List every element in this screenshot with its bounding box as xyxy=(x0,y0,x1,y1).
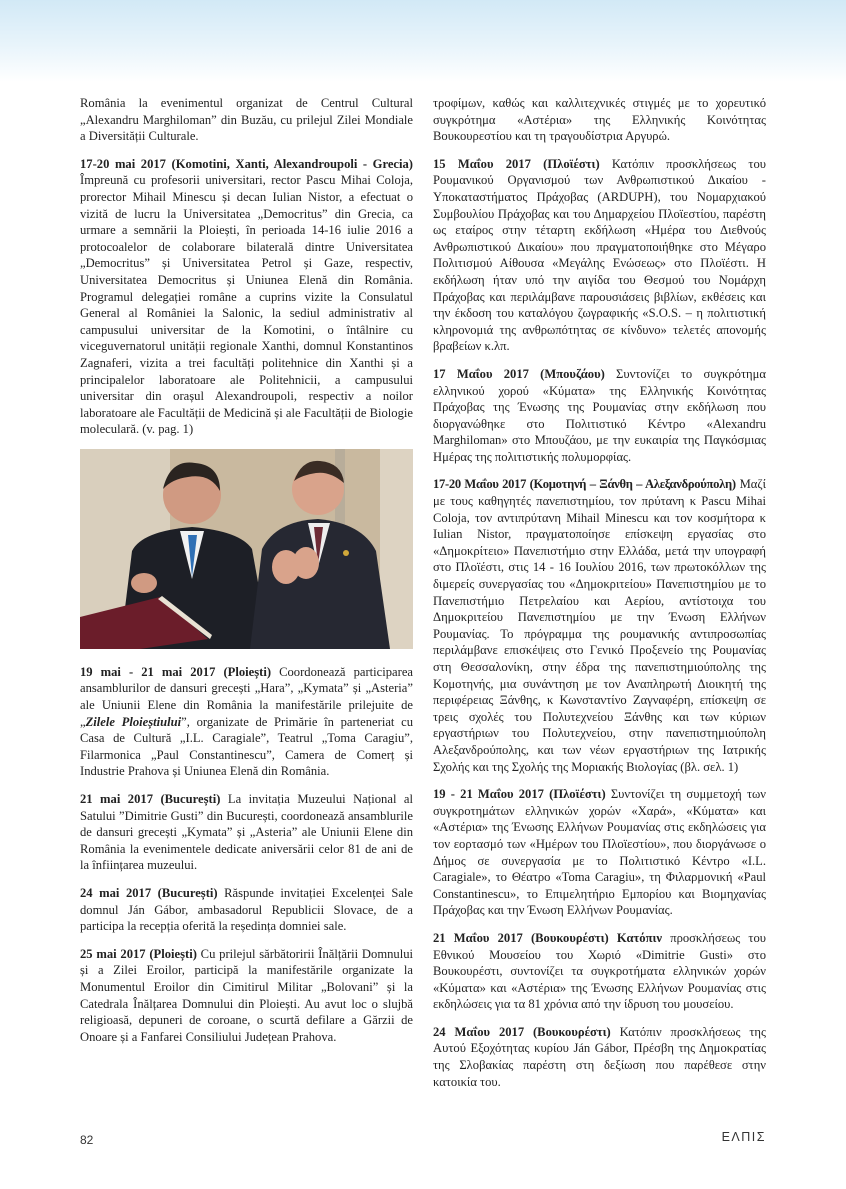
magazine-name: ΕΛΠΙΣ xyxy=(721,1130,766,1144)
entry-date-heading: 25 mai 2017 (Ploiești) xyxy=(80,946,197,961)
entry-date-heading: 21 mai 2017 (București) xyxy=(80,792,221,807)
paragraph: 21 mai 2017 (București) La invitația Muzeului Național al Satului ”Dimitrie Gusti” din București, coordonează ansamblurile de dansuri grecești „Kymata” și „Asteria” ale Uniunii Elene din România la evenimentele dedicate aniversării celor 81 de ani de la înființarea muzeului. xyxy=(80,792,414,873)
entry-date-heading: 24 Μαΐου 2017 (Βουκουρέστι) xyxy=(433,1024,611,1039)
paragraph: 19 mai - 21 mai 2017 (Ploiești) Coordonează participarea ansamblurilor de dansuri grecești „Hara”, „Kymata” și „Asteria” ale Uniunii Elene din România la manifestările prilejuite de „Zilele Ploieștiului”, organizate de Primărie în parteneriat cu Casa de Cultură „I.L. Caragiale”, Teatrul „Toma Caragiu”, Filarmonica „Paul Constantinescu”, Camera de Comerț și Industrie Prahova și Uniunea Elenă din România. xyxy=(80,664,414,779)
right-column xyxy=(433,95,766,1101)
paragraph: 17-20 Μαΐου 2017 (Κομοτηνή – Ξάνθη – Αλεξανδρούπολη) Μαζί με τους καθηγητές πανεπιστημίου, τον πρύτανη κ Pascu Mihai Coloja, τον αντιπρύτανη Mihail Minescu και τον κοσμήτορα κ Iulian Nistor, πραγματοποίησε επίσκεψη εργασίας στο «Δημοκρίτειο» Πανεπιστήμιο στην Ελλάδα, μετά την υπογραφή στο Πλοϊέστι, στις 14 - 16 Ιουλίου 2016, των πρωτοκόλλων της διμερείς συνεργασίας του «Δημοκριτείου» Πανεπιστημίου με το Πανεπιστήμιο Πετρελαίου και Αερίου, αντίστοιχα του Δημοκριτείου Πανεπιστημίου με την Ένωση Ελλήνων Ρουμανίας. Το πρόγραμμα της ρουμανικής αντιπροσωπίας περιλάμβανε επισκέψεις στο Γενικό Προξενείο της Ρουμανίας στη Θεσσαλονίκη, στην έδρα της πανεπιστημιούπολης της Κομοτηνής, μια συνάντηση με τον Αναπληρωτή Διοικητή της περιφέρειας Ξάνθης, κ Κωνσταντίνο Ζαγναφέρη, επίσκεψη σε τρεις σχολές του Πολυτεχνείου Ξάνθης και των κύριων εργαστήριων του Πολυτεχνείου, στην πανεπιστημιούπολη Αλεξανδρούπολης, και των νέων εργαστήριων της Ιατρικής Σχολής και της Σχολής της Μοριακής Βιολογίας (βλ. σελ. 1) xyxy=(433,477,766,774)
paragraph: 24 Μαΐου 2017 (Βουκουρέστι) Κατόπιν προσκλήσεως της Αυτού Εξοχότητας κυρίου Ján Gábor, Πρέσβη της Δημοκρατίας της Σλοβακίας παρέστη στη δεξίωση που παρέθεσε στην κατοικία του. xyxy=(433,1024,766,1089)
paragraph: 15 Μαΐου 2017 (Πλοϊέστι) Κατόπιν προσκλήσεως του Ρουμανικού Οργανισμού των Ανθρωπιστικού Δικαίου - Υποκαταστήματος Πράχοβας (ARDUPH), του Νομαρχιακού Συμβουλίου Πράχοβας και του Δημαρχείου Πλοϊεστίου, παρέστη ως εταίρος στην τέταρτη εκδήλωση «Ημέρα του Διεθνούς Ανθρωπιστικού Δικαίου» που πραγματοποιήθηκε στο Μέγαρο Πολιτισμού Αίθουσα «Μεγάλης Ενώσεως» στο Πλοϊέστι. Η εκδήλωση ήταν υπό την αιγίδα του Θεσμού του Νομάρχη Πράχοβας και περιλάμβανε παρουσιάσεις βιβλίων, εκθέσεις και την έκδοση του καταλόγου ζωγραφικής «S.O.S. – η πολιτιστική κληρονομιά της ανθρωπότητας σε κίνδυνο» τελετές απονομής βραβείων κ.λπ. xyxy=(433,156,766,354)
entry-date-heading: 17-20 Μαΐου 2017 (Κομοτηνή – Ξάνθη – Αλεξανδρούπολη) xyxy=(433,477,736,492)
entry-date-heading: 21 Μαΐου 2017 (Βουκουρέστι) Κατόπιν xyxy=(433,930,663,945)
paragraph: 24 mai 2017 (București) Răspunde invitației Excelenței Sale domnul Ján Gábor, ambasadorul Republicii Slovace, de a participa la recepția oferită la reședința domniei sale. xyxy=(80,886,413,934)
paragraph: 25 mai 2017 (Ploiești) Cu prilejul sărbătoririi Înălțării Domnului și a Zilei Eroilor, participă la manifestările organizate la Monumentul Eroilor din Cimitirul Militar „Bolovani” și la Catedrala Înălțarea Domnului din Ploiești. Au avut loc o slujbă religioasă, depuneri de coroane, o scurtă defilare a Gărzii de Onoare și a Fanfarei Consiliului Județean Prahova. xyxy=(80,946,413,1044)
paragraph: 17-20 mai 2017 (Komotini, Xanti, Alexandroupoli - Grecia) Împreună cu profesorii universitari, rector Pascu Mihai Coloja, prorector Mihail Minescu și decan Iulian Nistor, a efectuat o vizită de lucru la Universitatea „Democritus” din Grecia, ca urmare a semnării la Ploiești, în perioada 14-16 iulie 2016 a protocoalelor de colaborare bilaterală dintre Universitatea „Democritus” și Universitatea Petrol și Gaze, respectiv, Universitatea Democritus și Uniunea Elenă din România. Programul delegației române a cuprins vizite la Consulatul General al României la Salonic, la sediul administrativ al campusului universitar de la Komotini, o întâlnire cu viceguvernatorul unității regionale Xanthi, domnul Konstantinos Zagnaferi, vizita a trei facultăți politehnice din Xanthi și a principalelor laboratoare ale Politehnicii, a campusului universitar din orașul Alexandroupoli, respectiv a noilor laboratoare ale Facultății de Medicină și ale Facultății de Biologie moleculară. (v. pag. 1) xyxy=(80,156,413,437)
paragraph: 17 Μαΐου 2017 (Μπουζάου) Συντονίζει το συγκρότημα ελληνικού χορού «Κύματα» της Ελληνικής Κοινότητας Πράχοβας της Ένωσης της Ρουμανίας στην εκδήλωση που διοργανώθηκε στο Πολιτιστικό Κέντρο «Alexandru Marghiloman» στο Μπουζάου, με την ευκαιρία της Παγκόσμιας Ημέρας της πολιτιστικής πολυμορφίας. xyxy=(433,366,766,464)
event-photo xyxy=(80,449,413,649)
entry-date-heading: 19 - 21 Μαΐου 2017 (Πλοϊέστι) xyxy=(433,787,606,802)
entry-date-heading: 17 Μαΐου 2017 (Μπουζάου) xyxy=(433,366,605,381)
entry-date-heading: 19 mai - 21 mai 2017 (Ploiești) xyxy=(80,664,272,679)
left-column xyxy=(80,95,413,1056)
header-band xyxy=(0,0,846,82)
paragraph: τροφίμων, καθώς και καλλιτεχνικές στιγμές με το χορευτικό συγκρότημα «Αστέρια» της Ελληνικής Κοινότητας Βουκουρεστίου και τη τραγουδίστρια Αργυρώ. xyxy=(433,96,766,144)
paragraph: România la evenimentul organizat de Centrul Cultural „Alexandru Marghiloman” din Buzău, cu prilejul Zilei Mondiale a Diversității Culturale. xyxy=(80,96,413,144)
entry-date-heading: 17-20 mai 2017 (Komotini, Xanti, Alexandroupoli - Grecia) xyxy=(80,156,413,171)
page-number: 82 xyxy=(80,1133,94,1147)
paragraph: 21 Μαΐου 2017 (Βουκουρέστι) Κατόπιν προσκλήσεως του Εθνικού Μουσείου του Χωριό «Dimitrie Gusti» στο Βουκουρέστι, συντονίζει τα συγκροτήματα ελληνικών χορών «Κύματα» και «Αστέρια» της Ένωσης Ελλήνων Ρουμανίας στις εκδηλώσεις για τα 81 χρόνια από την ίδρυση του μουσείου. xyxy=(433,930,766,1012)
paragraph: 19 - 21 Μαΐου 2017 (Πλοϊέστι) Συντονίζει τη συμμετοχή των συγκροτημάτων ελληνικών χορών «Χαρά», «Κύματα» και «Αστέρια» της Ένωσης Ελλήνων Ρουμανίας στις εκδηλώσεις για τον εορτασμό των «Ημέρων του Πλοϊεστίου», που διοργάνωσε ο Δήμος σε συνεργασία με το Πολιτιστικό Κέντρο «I.L. Caragiale», το Θέατρο «Toma Caragiu», τη Φιλαρμονική «Paul Constantinescu», το Επιμελητήριο Εμπορίου και Βιομηχανίας Πράχοβας και την Ένωση Ελλήνων Ρουμανίας. xyxy=(433,787,766,918)
entry-date-heading: 15 Μαΐου 2017 (Πλοϊέστι) xyxy=(433,156,600,171)
entry-date-heading: 24 mai 2017 (București) xyxy=(80,886,218,900)
